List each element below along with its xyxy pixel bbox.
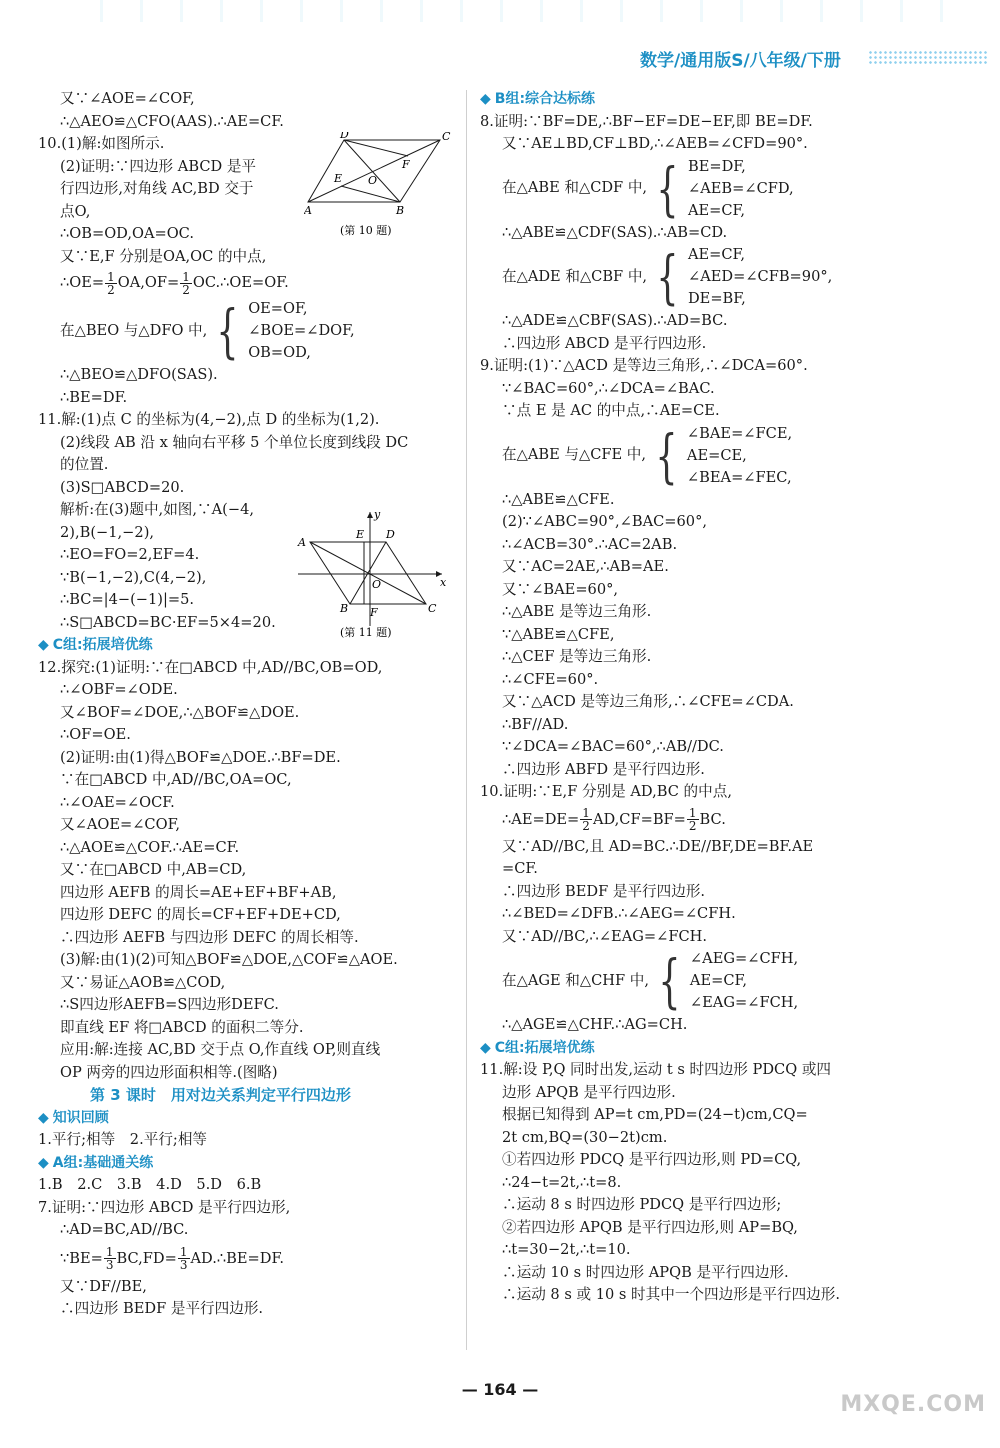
q11-line: ∴S□ABCD=BC·EF=5×4=20. (60, 613, 276, 631)
q12-line: (2)证明:由(1)得△BOF≌△DOE.∴BF=DE. (60, 748, 341, 766)
q12-line: OP 两旁的四边形面积相等.(图略) (60, 1063, 278, 1081)
fraction: $\frac{1}{3}$ (179, 1245, 188, 1272)
q11-line: ∵B(−1,−2),C(4,−2), (60, 568, 207, 586)
column-divider (466, 90, 467, 1350)
q9-line: ∴△ABE 是等边三角形. (502, 603, 652, 620)
q12-line: ∴∠OBF=∠ODE. (60, 681, 178, 698)
q9-line: ∴∠ACB=30°.∴AC=2AB. (502, 535, 678, 553)
q7-fraction-line: ∵BE= $\frac{1}{3}$ BC,FD= $\frac{1}{3}$ AD.∴BE=DF. (60, 1245, 284, 1272)
q10-fraction-line: ∴AE=DE= $\frac{1}{2}$ AD,CF=BF= $\frac{1}{2}$ BC. (502, 806, 726, 833)
q10-line: 行四边形,对角线 AC,BD 交于 (60, 180, 254, 197)
text-line: 又∵∠AOE=∠COF, (60, 90, 195, 107)
q7-line: ∴AD=BC,AD//BC. (60, 1221, 189, 1238)
q11-line: (2)线段 AB 沿 x 轴向右平移 5 个单位长度到线段 DC (60, 433, 409, 451)
q9-line: ∴△CEF 是等边三角形. (502, 648, 652, 665)
q12-line: ∴四边形 AEFB 与四边形 DEFC 的周长相等. (60, 928, 359, 946)
q10-line: 点O, (60, 202, 91, 220)
page-header (640, 44, 992, 72)
svg-text:O: O (368, 174, 378, 187)
q12-line: 又∠BOF=∠DOE,∴△BOF≌△DOE. (60, 703, 300, 721)
svg-text:F: F (402, 158, 410, 171)
q11-line: 2),B(−1,−2), (60, 523, 155, 541)
q7-line: 又∵DF//BE, (60, 1277, 147, 1295)
svg-text:E: E (334, 172, 343, 185)
q12-line: 即直线 EF 将□ABCD 的面积二等分. (60, 1018, 304, 1036)
q11-line: ②若四边形 APQB 是平行四边形,则 AP=BQ, (502, 1218, 798, 1236)
watermark: MXQE.COM (840, 1392, 986, 1417)
section-heading-b: ◆ B组:综合达标练 (480, 91, 596, 107)
svg-text:C: C (442, 132, 451, 143)
q11-line: 11.解:(1)点 C 的坐标为(4,−2),点 D 的坐标为(1,2). (38, 411, 380, 428)
svg-text:y: y (374, 508, 381, 521)
q9-line: ∴BF//AD. (502, 715, 569, 733)
q9-system: 在△ABE 与△CFE 中, { ∠BAE=∠FCE, AE=CE, ∠BEA=∠FEC, (502, 421, 793, 490)
svg-text:D: D (386, 528, 395, 541)
left-column (38, 88, 458, 1321)
q9-line: ∴∠CFE=60°. (502, 670, 599, 688)
top-decoration (100, 0, 980, 22)
svg-text:O: O (372, 578, 382, 591)
q11-line: 11.解:设 P,Q 同时出发,运动 t s 时四边形 PDCQ 或四 (480, 1061, 832, 1078)
q12-line: 四边形 DEFC 的周长=CF+EF+DE+CD, (60, 906, 341, 923)
q12-line: ∴∠OAE=∠OCF. (60, 793, 175, 811)
right-column (480, 88, 910, 1307)
q10-line: ∴BE=DF. (60, 388, 128, 406)
q8-system-1: 在△ABE 和△CDF 中, { BE=DF, ∠AEB=∠CFD, AE=CF, (502, 154, 794, 223)
fraction: $\frac{1}{2}$ (688, 806, 697, 833)
fraction: $\frac{1}{2}$ (582, 806, 590, 833)
q9-line: 又∵△ACD 是等边三角形,∴∠CFE=∠CDA. (502, 693, 794, 710)
q10-line: 10.证明:∵E,F 分别是 AD,BC 的中点, (480, 783, 732, 800)
q10-system: 在△AGE 和△CHF 中, { ∠AEG=∠CFH, AE=CF, ∠EAG=∠FCH, (502, 947, 799, 1015)
q7-line: 7.证明:∵四边形 ABCD 是平行四边形, (38, 1198, 291, 1216)
header-title: 数学/通用版S/八年级/下册 (640, 51, 841, 71)
q10-line: ∴四边形 BEDF 是平行四边形. (502, 882, 706, 900)
coordinate-diagram (294, 508, 450, 644)
q12-line: 12.探究:(1)证明:∵在□ABCD 中,AD//BC,OB=OD, (38, 658, 383, 676)
q11-line: (3)S□ABCD=20. (60, 478, 185, 496)
q11-line: ∴运动 8 s 时四边形 PDCQ 是平行四边形; (502, 1196, 782, 1213)
q10-line: (2)证明:∵四边形 ABCD 是平 (60, 157, 257, 175)
svg-text:B: B (340, 602, 349, 615)
q11-line: 2t cm,BQ=(30−2t)cm. (502, 1128, 668, 1146)
figure-10 (304, 132, 454, 242)
knowledge-answers: 1.平行;相等 2.平行;相等 (38, 1131, 208, 1148)
q11-line: ∴EO=FO=2,EF=4. (60, 546, 200, 563)
q10-fraction-line: ∴OE= $\frac{1}{2}$ OA,OF= $\frac{1}{2}$ OC.∴OE=OF. (60, 269, 289, 297)
q12-line: 应用:解:连接 AC,BD 交于点 O,作直线 OP,则直线 (60, 1041, 381, 1058)
q8-line: ∴四边形 ABCD 是平行四边形. (502, 334, 707, 352)
q11-line: ∴运动 8 s 或 10 s 时其中一个四边形是平行四边形. (502, 1286, 840, 1303)
q9-line: 9.证明:(1)∵△ACD 是等边三角形,∴∠DCA=60°. (480, 357, 808, 374)
q10-line: 又∵AD//BC,∴∠EAG=∠FCH. (502, 927, 708, 945)
fraction: $\frac{1}{3}$ (105, 1245, 114, 1272)
q9-line: (2)∵∠ABC=90°,∠BAC=60°, (502, 513, 708, 530)
svg-text:x: x (440, 576, 447, 589)
page-number: — 164 — (461, 1380, 539, 1399)
svg-text:A: A (298, 536, 306, 549)
q9-line: 又∵AC=2AE,∴AB=AE. (502, 558, 669, 575)
q9-line: ∴四边形 ABFD 是平行四边形. (502, 760, 705, 778)
q8-system-2: 在△ADE 和△CBF 中, { AE=CF, ∠AED=∠CFB=90°, DE=BF, (502, 243, 833, 311)
q10-line: ∴△BEO≌△DFO(SAS). (60, 366, 218, 383)
section-heading-knowledge: ◆ 知识回顾 (38, 1109, 109, 1126)
section-heading-a: ◆ A组:基础通关练 (38, 1154, 154, 1171)
q10-line: 又∵E,F 分别是OA,OC 的中点, (60, 247, 267, 265)
q10-line: 又∵AD//BC,且 AD=BC.∴DE//BF,DE=BF.AE (502, 837, 814, 855)
header-dots-decoration (868, 50, 988, 66)
q8-line: ∴△ADE≌△CBF(SAS).∴AD=BC. (502, 312, 728, 329)
q10-system: 在△BEO 与△DFO 中, { OE=OF, ∠BOE=∠DOF, OB=OD, (60, 297, 355, 365)
fraction: $\frac{1}{2}$ (182, 269, 190, 297)
q10-line: =CF. (502, 860, 538, 877)
q10-line: ∴OB=OD,OA=OC. (60, 225, 194, 242)
q11-line: ①若四边形 PDCQ 是平行四边形,则 PD=CQ, (502, 1151, 802, 1168)
svg-text:C: C (428, 602, 437, 615)
figure-11 (294, 508, 450, 644)
lesson-title: 第 3 课时 用对边关系判定平行四边形 (90, 1086, 351, 1104)
q9-line: ∵△ABE≌△CFE, (502, 625, 615, 643)
q8-line: 又∵AE⊥BD,CF⊥BD,∴∠AEB=∠CFD=90°. (502, 135, 808, 152)
choice-answers: 1.B 2.C 3.B 4.D 5.D 6.B (38, 1176, 262, 1193)
q12-line: ∵在□ABCD 中,AD//BC,OA=OC, (60, 771, 292, 788)
q9-line: 又∵∠BAE=60°, (502, 580, 619, 598)
figure-10-caption: (第 10 题) (340, 224, 392, 237)
parallelogram-diagram (304, 132, 454, 242)
q12-line: (3)解:由(1)(2)可知△BOF≌△DOE,△COF≌△AOE. (60, 951, 398, 968)
section-heading-c: ◆ C组:拓展培优练 (38, 637, 153, 653)
fraction: $\frac{1}{2}$ (107, 269, 115, 297)
q12-line: 又∵易证△AOB≌△COD, (60, 973, 226, 991)
svg-text:D: D (340, 132, 349, 141)
q11-line: 边形 APQB 是平行四边形. (502, 1083, 676, 1101)
q11-line: 的位置. (60, 456, 109, 473)
q11-line: 根据已知得到 AP=t cm,PD=(24−t)cm,CQ= (502, 1106, 808, 1123)
q12-line: 又∠AOE=∠COF, (60, 816, 181, 833)
q12-line: ∴OF=OE. (60, 726, 131, 743)
text-line: ∴△AEO≌△CFO(AAS).∴AE=CF. (60, 112, 284, 130)
q12-line: ∴△AOE≌△COF.∴AE=CF. (60, 838, 240, 856)
q9-line: ∵∠DCA=∠BAC=60°,∴AB//DC. (502, 738, 724, 755)
q11-line: ∴24−t=2t,∴t=8. (502, 1173, 622, 1191)
q9-line: ∵点 E 是 AC 的中点,∴AE=CE. (502, 402, 720, 419)
q9-line: ∵∠BAC=60°,∴∠DCA=∠BAC. (502, 379, 715, 397)
svg-text:A: A (304, 204, 312, 217)
q9-line: ∴△ABE≌△CFE. (502, 490, 615, 508)
q11-line: 解析:在(3)题中,如图,∵A(−4, (60, 501, 255, 518)
q10-line: ∴∠BED=∠DFB.∴∠AEG=∠CFH. (502, 905, 736, 922)
figure-11-caption: (第 11 题) (340, 626, 392, 639)
section-heading-c-right: ◆ C组:拓展培优练 (480, 1039, 595, 1056)
q10-line: ∴△AGE≌△CHF.∴AG=CH. (502, 1016, 688, 1033)
q7-line: ∴四边形 BEDF 是平行四边形. (60, 1300, 264, 1317)
q11-line: ∴BC=|4−(−1)|=5. (60, 591, 195, 608)
q12-line: 四边形 AEFB 的周长=AE+EF+BF+AB, (60, 883, 337, 901)
svg-text:F: F (370, 606, 378, 619)
q8-line: ∴△ABE≌△CDF(SAS).∴AB=CD. (502, 223, 728, 241)
q11-line: ∴t=30−2t,∴t=10. (502, 1241, 631, 1258)
q8-line: 8.证明:∵BF=DE,∴BF−EF=DE−EF,即 BE=DF. (480, 112, 813, 130)
q12-line: ∴S四边形AEFB=S四边形DEFC. (60, 996, 279, 1013)
svg-text:E: E (356, 528, 365, 541)
q11-line: ∴运动 10 s 时四边形 APQB 是平行四边形. (502, 1263, 789, 1281)
q10-line: 10.(1)解:如图所示. (38, 135, 165, 152)
q12-line: 又∵在□ABCD 中,AB=CD, (60, 861, 247, 878)
svg-text:B: B (396, 204, 405, 217)
